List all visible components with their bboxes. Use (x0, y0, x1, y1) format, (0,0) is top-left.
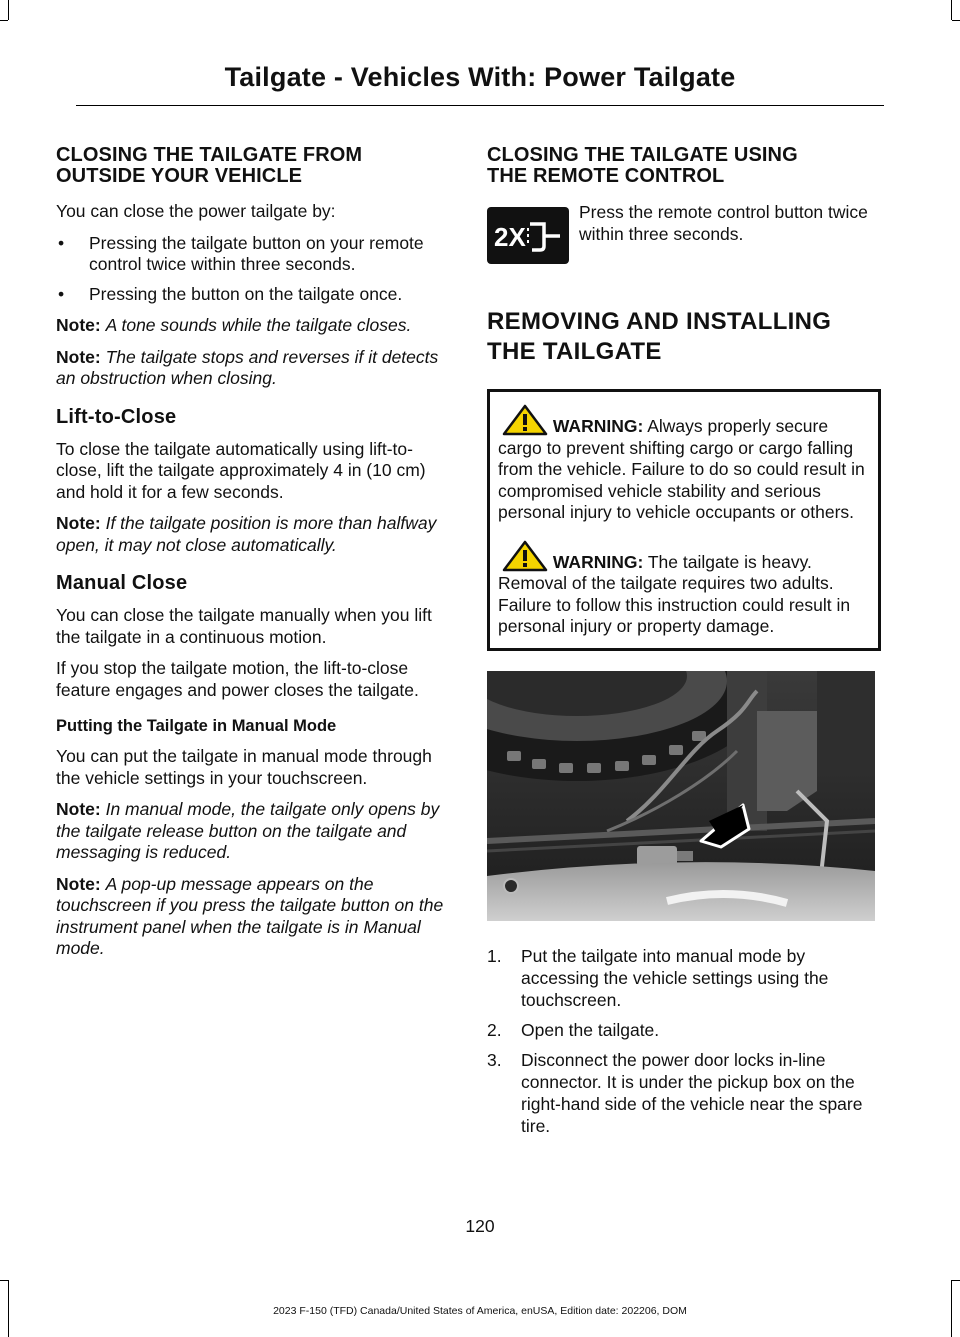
section-title-closing-outside (56, 145, 448, 187)
manual-close-text-1: You can close the tailgate manually when you lift the tailgate in a continuous motion. (56, 605, 432, 647)
section-title-removing (487, 307, 879, 367)
crop-mark-top-right-h (952, 20, 960, 21)
lift-to-close-text: To close the tailgate automatically using lift-to-close, lift the tailgate approximately 4 in (10 cm) and hold it for a few seconds. (56, 438, 426, 502)
warning-cargo (498, 404, 870, 524)
manual-close-text-2: If you stop the tailgate motion, the lift-to-close feature engages and power closes the tailgate. (56, 658, 419, 700)
warning-label: WARNING: (552, 551, 644, 572)
note-text: The tailgate stops and reverses if it detects an obstruction when closing. (56, 346, 439, 388)
step-number: 2. (487, 1019, 502, 1040)
crop-mark-bottom-left-h (0, 1280, 8, 1281)
warning-triangle-icon (502, 404, 548, 436)
step-item (487, 1049, 879, 1137)
bullet-marker: • (58, 232, 65, 253)
list-item-text: Pressing the tailgate button on your remote control twice within three seconds. (89, 232, 424, 274)
crop-mark-top-left-v (8, 0, 9, 20)
manual-mode-text: You can put the tailgate in manual mode through the vehicle settings in your touchscreen. (56, 746, 432, 788)
warning-text: The tailgate is heavy. Removal of the tailgate requires two adults. Failure to follow this instruction could result in personal injury or property damage. (498, 551, 851, 636)
lift-to-close-heading: Lift-to-Close (56, 405, 177, 428)
remote-instruction-text: Press the remote control button twice within three seconds. (579, 202, 868, 244)
warning-text: Always properly secure cargo to prevent shifting cargo or cargo falling from the vehicle. Failure to do so could result in compromised vehicle stability and serious personal injury to vehicle occupants or others. (498, 416, 865, 522)
warning-heavy (498, 540, 870, 638)
manual-mode-heading: Putting the Tailgate in Manual Mode (56, 717, 337, 735)
warning-box (487, 389, 881, 651)
tailgate-connector-photo (487, 671, 875, 921)
crop-mark-bottom-right-h (952, 1280, 960, 1281)
step-text: Open the tailgate. (521, 1019, 660, 1040)
list-item (56, 284, 448, 306)
note-manual-mode (56, 799, 448, 864)
page-header-title: Tailgate - Vehicles With: Power Tailgate (224, 62, 736, 92)
note-text: A tone sounds while the tailgate closes. (105, 315, 412, 335)
intro-text: You can close the power tailgate by: (56, 201, 336, 221)
note-halfway (56, 513, 448, 556)
note-obstruction (56, 347, 448, 390)
removal-steps (487, 945, 879, 1137)
remote-instruction (487, 197, 879, 307)
section-title-line1: CLOSING THE TAILGATE FROM (56, 144, 363, 166)
remote-tailgate-2x-icon (487, 207, 569, 264)
section-title-line1: CLOSING THE TAILGATE USING (487, 144, 798, 166)
section-title-line2: OUTSIDE YOUR VEHICLE (56, 165, 303, 187)
note-label: Note: (56, 873, 101, 894)
note-label: Note: (56, 513, 101, 533)
step-item (487, 945, 879, 1011)
step-text: Put the tailgate into manual mode by accessing the vehicle settings using the touchscreen. (521, 945, 829, 1010)
note-label: Note: (56, 799, 101, 819)
crop-mark-top-right-v (951, 0, 952, 20)
close-methods-list (56, 233, 448, 306)
header-rule (76, 105, 884, 106)
step-number: 3. (487, 1049, 502, 1070)
note-label: Note: (56, 346, 101, 367)
section-title-line2: THE TAILGATE (487, 338, 662, 365)
warning-label: WARNING: (552, 416, 644, 436)
section-title-line1: REMOVING AND INSTALLING (487, 308, 832, 335)
page-number: 120 (465, 1216, 495, 1236)
section-title-line2: THE REMOTE CONTROL (487, 165, 725, 187)
note-text: In manual mode, the tailgate only opens by the tailgate release button on the tailgate and messaging is reduced. (56, 799, 440, 862)
list-item (56, 233, 448, 276)
warning-triangle-icon (502, 540, 548, 572)
note-text: A pop-up message appears on the touchscreen if you press the tailgate button on the instrument panel when the tailgate is in Manual mode. (56, 873, 444, 958)
section-title-remote (487, 145, 879, 187)
right-column (487, 145, 879, 1145)
note-label: Note: (56, 315, 101, 335)
note-text: If the tailgate position is more than halfway open, it may not close automatically. (56, 513, 437, 555)
note-popup (56, 874, 448, 960)
step-number: 1. (487, 945, 502, 966)
crop-mark-top-left-h (0, 20, 8, 21)
step-text: Disconnect the power door locks in-line connector. It is under the pickup box on the right-hand side of the vehicle near the spare tire. (521, 1049, 863, 1136)
bullet-marker: • (58, 283, 65, 304)
manual-close-heading: Manual Close (56, 572, 188, 594)
note-tone (56, 315, 448, 337)
footer-edition-info: 2023 F-150 (TFD) Canada/United States of America, enUSA, Edition date: 202206, DOM (273, 1305, 687, 1317)
remote-icon-label: 2X (494, 221, 526, 252)
left-column (56, 145, 448, 970)
step-item (487, 1019, 879, 1041)
list-item-text: Pressing the button on the tailgate once. (89, 283, 403, 304)
